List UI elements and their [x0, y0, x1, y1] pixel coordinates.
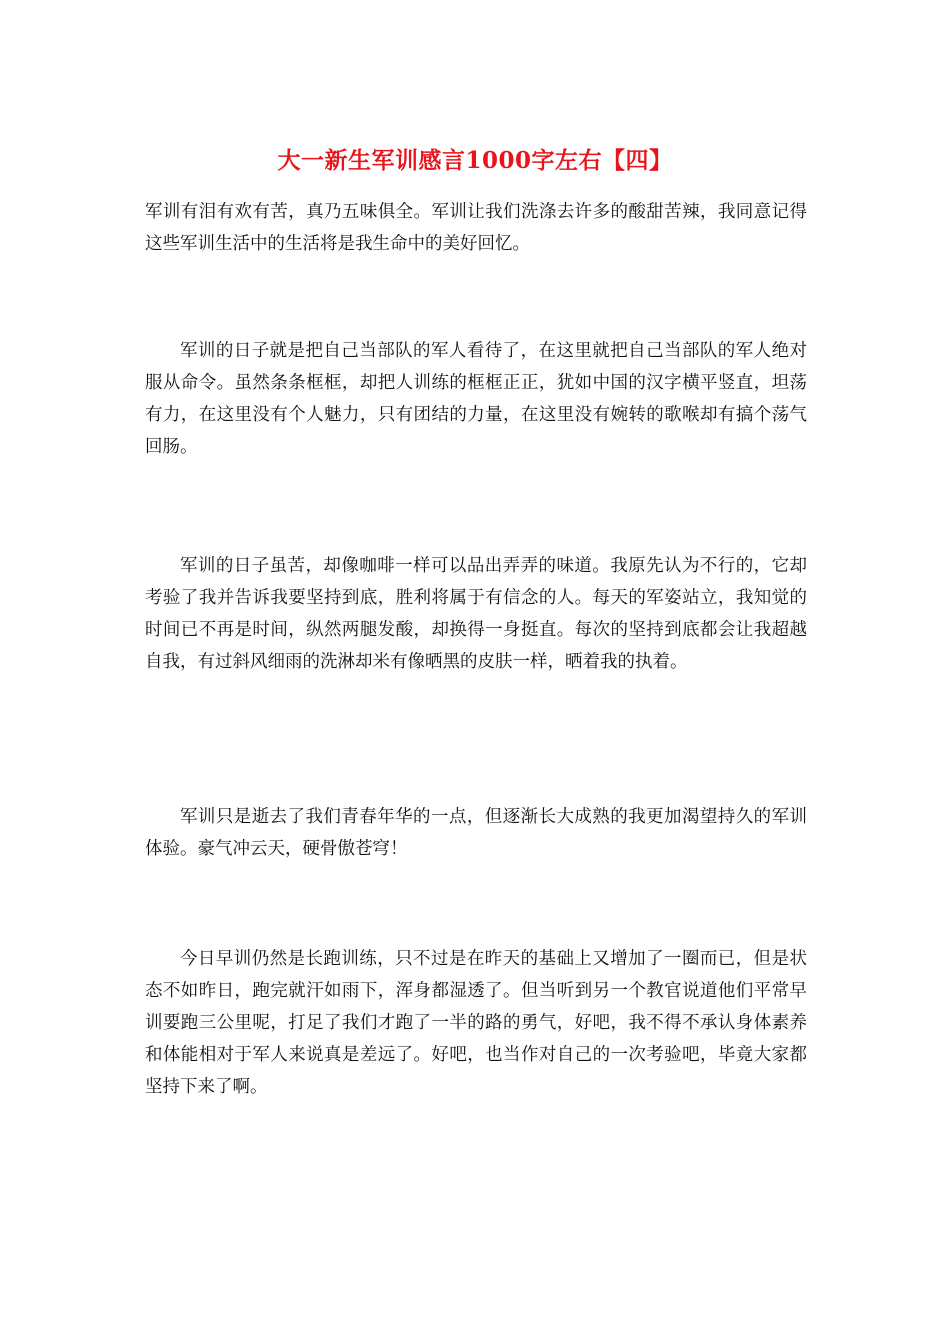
paragraph-3: 军训的日子虽苦，却像咖啡一样可以品出弄弄的味道。我原先认为不行的，它却考验了我并告诉我要坚持到底，胜利将属于有信念的人。每天的军姿站立，我知觉的时间已不再是时间，纵然两腿发酸，却换得一身挺直。每次的坚持到底都会让我超越自我，有过斜风细雨的洗淋却米有像晒黑的皮肤一样，晒着我的执着。 — [145, 556, 807, 672]
paragraph-5: 今日早训仍然是长跑训练，只不过是在昨天的基础上又增加了一圈而已，但是状态不如昨日，跑完就汗如雨下，浑身都湿透了。但当听到另一个教官说道他们平常早训要跑三公里呢，打足了我们才跑了一半的路的勇气，好吧，我不得不承认身体素养和体能相对于军人来说真是差远了。好吧，也当作对自己的一次考验吧，毕竟大家都坚持下来了啊。 — [145, 949, 807, 1097]
paragraph-2: 军训的日子就是把自己当部队的军人看待了，在这里就把自己当部队的军人绝对服从命令。虽然条条框框，却把人训练的框框正正，犹如中国的汉字横平竖直，坦荡有力，在这里没有个人魅力，只有团结的力量，在这里没有婉转的歌喉却有搞个荡气回肠。 — [145, 341, 807, 457]
paragraph-1: 军训有泪有欢有苦，真乃五味俱全。军训让我们洗涤去许多的酸甜苦辣，我同意记得这些军训生活中的生活将是我生命中的美好回忆。 — [145, 202, 807, 254]
paragraph-4: 军训只是逝去了我们青春年华的一点，但逐渐长大成熟的我更加渴望持久的军训体验。豪气冲云天，硬骨傲苍穹！ — [145, 807, 807, 859]
document-title: 大一新生军训感言1000字左右【四】 — [277, 147, 673, 174]
